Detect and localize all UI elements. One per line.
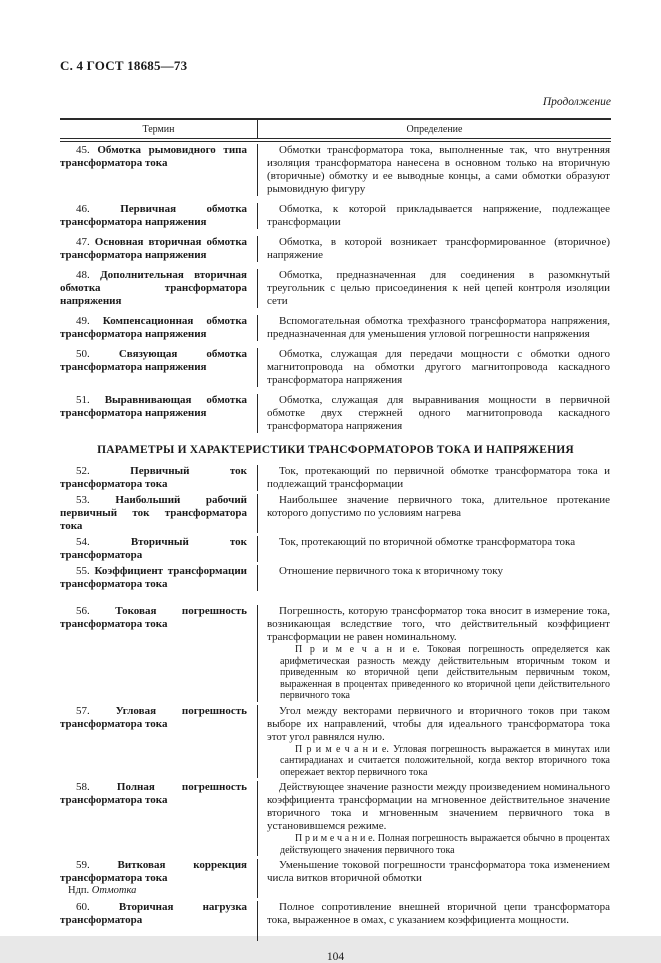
- note-paragraph: П р и м е ч а н и е. Полная погрешность выражается обычно в процентах действующего значения первичного тока: [280, 833, 610, 856]
- definition-paragraph: Полное сопротивление внешней вторичной цепи трансформатора тока, выраженное в омах, с указанием коэффициента мощности.: [267, 900, 610, 926]
- continuation-label: Продолжение: [542, 96, 611, 108]
- table-row: [60, 203, 611, 229]
- term-number: 48.: [76, 269, 90, 281]
- page-number: 104: [326, 950, 345, 963]
- column-header-term: Термин: [60, 120, 258, 138]
- term-cell: [60, 605, 258, 702]
- term-number: 52.: [76, 465, 90, 477]
- definition-cell: [258, 605, 611, 702]
- page-content: [60, 0, 611, 963]
- term-entry: [60, 605, 247, 631]
- definition-paragraph: Обмотка, предназначенная для соединения в разомкнутый треугольник с целью присоединения к ней цепей контроля изоляции сети: [267, 269, 610, 307]
- term-text: Коэффициент трансформации трансформатора тока: [60, 565, 247, 590]
- definition-paragraph: Вспомогательная обмотка трехфазного трансформатора напряжения, предназначенная для уменьшения угловой погрешности напряжения: [267, 315, 610, 340]
- table-row: [60, 144, 611, 196]
- term-text: Токовая погрешность трансформатора тока: [60, 605, 247, 630]
- definition-paragraph: Обмотки трансформатора тока, выполненные так, что внутренняя изоляция трансформатора нанесена в основном только на вторичную (вторичные) обмотку и ее выводные концы, а сами обмотки образуют рымовидную фигуру: [267, 144, 610, 195]
- terms-table-part1: [60, 144, 611, 433]
- term-entry: [60, 565, 247, 591]
- term-entry: [60, 781, 247, 807]
- ndp-label: Ндп.: [68, 885, 92, 896]
- term-entry: [60, 494, 247, 533]
- term-text: Угловая погрешность трансформатора тока: [60, 704, 247, 730]
- term-number: 45.: [76, 144, 90, 156]
- definition-cell: [258, 859, 611, 898]
- term-number: 50.: [76, 348, 90, 360]
- term-entry: [60, 348, 247, 374]
- table-row: [60, 901, 611, 941]
- term-number: 60.: [76, 900, 90, 913]
- definition-cell: [258, 348, 611, 387]
- terms-table-part2: [60, 465, 611, 941]
- term-number: 51.: [76, 394, 90, 406]
- table-row: [60, 315, 611, 341]
- term-number: 46.: [76, 203, 90, 215]
- table-row: [60, 394, 611, 433]
- definition-cell: [258, 565, 611, 591]
- ndp-term: Отмотка: [91, 885, 137, 896]
- term-cell: [60, 705, 258, 779]
- definition-cell: [258, 236, 611, 262]
- table-row: [60, 494, 611, 533]
- term-entry: [60, 269, 247, 308]
- term-entry: [60, 465, 247, 491]
- table-row: [60, 536, 611, 562]
- term-text: Дополнительная вторичная обмотка трансформатора напряжения: [60, 269, 248, 307]
- definition-paragraph: Обмотка, в которой возникает трансформированное (вторичное) напряжение: [267, 236, 610, 261]
- definition-paragraph: Наибольшее значение первичного тока, длительное протекание которого допустимо по условиям нагрева: [267, 494, 610, 519]
- term-number: 57.: [76, 704, 90, 717]
- definition-paragraph: Уменьшение токовой погрешности трансформатора тока изменением числа витков вторичной обмотки: [267, 859, 610, 884]
- term-entry: [60, 705, 247, 731]
- definition-cell: [258, 494, 611, 533]
- term-cell: [60, 781, 258, 856]
- table-row: [60, 705, 611, 779]
- term-cell: [60, 315, 258, 341]
- table-row: [60, 781, 611, 856]
- definition-cell: [258, 536, 611, 562]
- definition-paragraph: Обмотка, служащая для выравнивания мощности в первичной обмотке двух стержней одного магнитопровода каскадного трансформатора напряжения: [267, 394, 610, 432]
- definition-paragraph: Погрешность, которую трансформатор тока вносит в измерение тока, возникающая вследствие того, что действительный коэффициент трансформации не равен номинальному.: [267, 605, 610, 643]
- term-cell: [60, 465, 258, 491]
- table-row: [60, 348, 611, 387]
- term-text: Связующая обмотка трансформатора напряжения: [60, 348, 247, 373]
- term-cell: [60, 494, 258, 533]
- table-header-row: [60, 118, 611, 142]
- term-entry: [60, 144, 247, 170]
- table-row: [60, 236, 611, 262]
- definition-cell: [258, 144, 611, 196]
- note-paragraph: П р и м е ч а н и е. Угловая погрешность выражается в минутах или сантирадианах и считается положительной, когда вектор вторичного тока опережает вектор первичного тока: [280, 743, 610, 778]
- term-cell: [60, 536, 258, 562]
- definition-cell: [258, 901, 611, 941]
- document-header: С. 4 ГОСТ 18685—73: [60, 58, 188, 73]
- term-number: 54.: [76, 536, 90, 548]
- term-cell: [60, 236, 258, 262]
- term-entry: [60, 901, 247, 927]
- table-row: [60, 565, 611, 591]
- term-cell: [60, 901, 258, 941]
- term-number: 53.: [76, 494, 90, 506]
- term-cell: [60, 203, 258, 229]
- definition-cell: [258, 705, 611, 779]
- term-number: 56.: [76, 605, 90, 617]
- column-header-definition: Определение: [406, 124, 463, 135]
- table-row: [60, 605, 611, 702]
- definition-paragraph: Действующее значение разности между произведением номинального коэффициента трансформации на мгновенное действительное значение вторичного тока и мгновенным значением первичного тока в установившемся режиме.: [267, 781, 610, 832]
- term-number: 55.: [76, 565, 90, 577]
- term-entry: [60, 536, 247, 562]
- definition-cell: [258, 203, 611, 229]
- table-row: [60, 269, 611, 308]
- term-number: 47.: [76, 236, 90, 248]
- term-entry: [60, 203, 247, 229]
- term-text: Первичный ток трансформатора тока: [60, 465, 247, 490]
- term-text: Полная погрешность трансформатора тока: [60, 781, 247, 806]
- definition-cell: [258, 394, 611, 433]
- term-number: 49.: [76, 315, 90, 327]
- term-entry: [60, 859, 247, 885]
- section-heading: ПАРАМЕТРЫ И ХАРАКТЕРИСТИКИ ТРАНСФОРМАТОРОВ ТОКА И НАПРЯЖЕНИЯ: [97, 444, 574, 456]
- definition-cell: [258, 465, 611, 491]
- term-number: 59.: [76, 859, 90, 871]
- term-cell: [60, 394, 258, 433]
- definition-paragraph: Отношение первичного тока к вторичному току: [279, 565, 503, 577]
- definition-paragraph: Ток, протекающий по первичной обмотке трансформатора тока и подлежащий трансформации: [267, 465, 610, 490]
- definition-cell: [258, 269, 611, 308]
- table-row: [60, 859, 611, 898]
- term-text: Витковая коррекция трансформатора тока: [60, 859, 247, 884]
- term-text: Вторичный ток трансформатора: [60, 536, 247, 561]
- term-number: 58.: [76, 781, 90, 793]
- definition-cell: [258, 315, 611, 341]
- definition-paragraph: Ток, протекающий по вторичной обмотке трансформатора тока: [279, 536, 576, 548]
- definition-cell: [258, 781, 611, 856]
- term-cell: [60, 144, 258, 196]
- term-cell: [60, 859, 258, 898]
- definition-paragraph: Обмотка, служащая для передачи мощности с обмотки одного магнитопровода на обмотки другого магнитопровода каскадного трансформатора напряжения: [267, 348, 610, 386]
- term-text: Первичная обмотка трансформатора напряжения: [60, 203, 248, 228]
- note-paragraph: П р и м е ч а н и е. Токовая погрешность определяется как арифметическая разность между действительным вторичным током и приведенным ко вторичной цепи действительным первичным током, выраженная в процентах приведенного ко вторичной цепи действительного первичного тока: [280, 644, 610, 701]
- term-text: Вторичная нагрузка трансформатора: [60, 900, 247, 926]
- term-text: Наибольший рабочий первичный ток трансформатора тока: [60, 494, 247, 532]
- term-cell: [60, 348, 258, 387]
- term-cell: [60, 565, 258, 591]
- term-entry: [60, 236, 247, 262]
- definition-paragraph: Угол между векторами первичного и вторичного токов при таком выборе их направлений, чтобы для идеального трансформатора тока этот угол равнялся нулю.: [267, 704, 610, 743]
- term-entry: [60, 315, 247, 341]
- term-text: Компенсационная обмотка трансформатора напряжения: [60, 315, 247, 340]
- term-cell: [60, 269, 258, 308]
- term-entry: [60, 394, 247, 420]
- term-text: Основная вторичная обмотка трансформатора напряжения: [60, 236, 247, 261]
- term-text: Выравнивающая обмотка трансформатора напряжения: [60, 394, 247, 419]
- definition-paragraph: Обмотка, к которой прикладывается напряжение, подлежащее трансформации: [267, 203, 610, 228]
- term-text: Обмотка рымовидного типа трансформатора тока: [60, 144, 247, 169]
- ndp-entry: [60, 885, 247, 898]
- table-row: [60, 465, 611, 491]
